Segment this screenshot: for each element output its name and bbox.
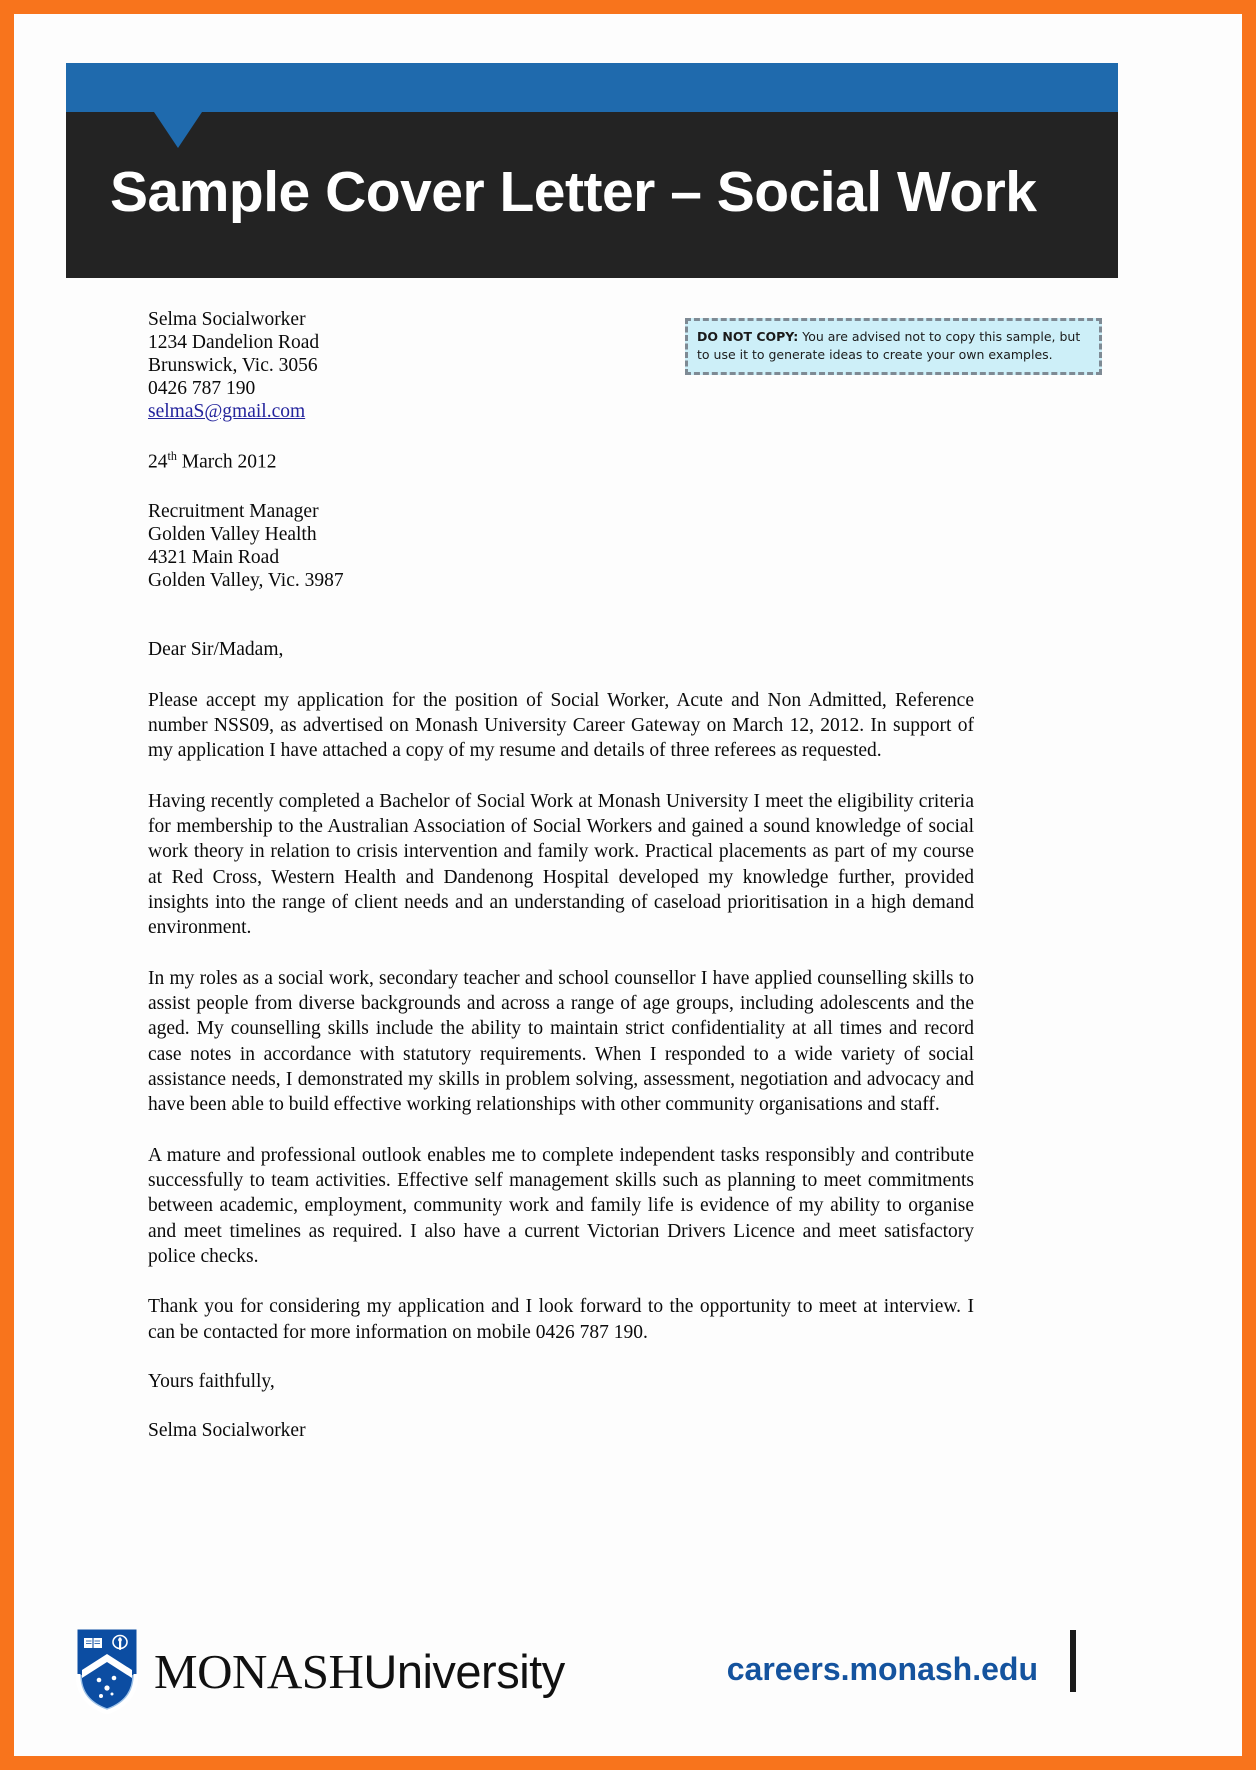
header-accent-bar: [66, 63, 1118, 112]
monash-wordmark-primary: MONASH: [154, 1643, 364, 1699]
sender-email-text: selmaS@gmail.com: [148, 401, 306, 422]
date-rest: March 2012: [176, 451, 277, 473]
header-notch-triangle: [154, 112, 202, 148]
recipient-address-block: [148, 500, 974, 592]
do-not-copy-label: DO NOT COPY:: [697, 329, 799, 344]
recipient-line-1: Recruitment Manager: [148, 500, 319, 522]
letter-signature: Selma Socialworker: [148, 1420, 306, 1442]
letter-salutation: Dear Sir/Madam,: [148, 638, 284, 660]
page-title: Sample Cover Letter – Social Work: [110, 160, 1037, 224]
page-content-area: [28, 28, 1228, 1742]
letter-paragraph: Please accept my application for the position of Social Worker, Acute and Non Admitted, Reference number NSS09, as advertised on Monash University Career Gateway on March 12, 2012. In support of my application I have attached a copy of my resume and details of three referees as requested.: [148, 689, 974, 762]
careers-url[interactable]: careers.monash.edu: [726, 1651, 1038, 1687]
monash-logo: [76, 1628, 565, 1714]
sender-address-block: [148, 308, 974, 423]
sender-suburb: Brunswick, Vic. 3056: [148, 355, 318, 376]
monash-shield-icon: [76, 1628, 138, 1714]
letter-date: [148, 449, 974, 474]
date-day: 24: [148, 451, 168, 473]
letter-paragraph: A mature and professional outlook enables me to complete independent tasks responsibly and contribute successfully to team activities. Effective self management skills such as planning to meet commitments between academic, employment, community work and family life is evidence of my ability to organise and meet timelines as required. I also have a current Victorian Drivers Licence and meet satisfactory police checks.: [148, 1144, 974, 1268]
page-footer: [28, 1604, 1228, 1714]
letter-body: [148, 308, 974, 1442]
letter-closing: Yours faithfully,: [148, 1371, 275, 1393]
recipient-line-2: Golden Valley Health: [148, 523, 317, 545]
sender-email-link[interactable]: [148, 400, 974, 423]
recipient-line-4: Golden Valley, Vic. 3987: [148, 569, 344, 591]
footer-accent-rule: [1070, 1630, 1076, 1692]
monash-wordmark: [154, 1643, 565, 1700]
recipient-line-3: 4321 Main Road: [148, 546, 280, 568]
do-not-copy-text: You are advised not to copy this sample, but to use it to generate ideas to create your own examples.: [697, 329, 1081, 363]
letter-spacer: [148, 618, 974, 638]
date-ordinal: th: [167, 449, 177, 463]
sender-phone: 0426 787 190: [148, 378, 256, 399]
letter-paragraph: Having recently completed a Bachelor of Social Work at Monash University I meet the eligibility criteria for membership to the Australian Association of Social Workers and gained a sound knowledge of social work theory in relation to crisis intervention and family work. Practical placements as part of my course at Red Cross, Western Health and Dandenong Hospital developed my knowledge further, provided insights into the range of client needs and an understanding of caseload prioritisation in a high demand environment.: [148, 790, 974, 939]
monash-wordmark-secondary: University: [363, 1644, 565, 1698]
sender-name: Selma Socialworker: [148, 309, 306, 330]
sender-street: 1234 Dandelion Road: [148, 332, 320, 353]
letter-paragraph: Thank you for considering my application and I look forward to the opportunity to meet at interview. I can be contacted for more information on mobile 0426 787 190.: [148, 1296, 974, 1343]
header-banner: [66, 63, 1118, 278]
letter-paragraph: In my roles as a social work, secondary teacher and school counsellor I have applied counselling skills to assist people from diverse backgrounds and across a range of age groups, including adolescents and the aged. My counselling skills include the ability to maintain strict confidentiality at all times and record case notes in accordance with statutory requirements. When I responded to a wide variety of social assistance needs, I demonstrated my skills in problem solving, assessment, negotiation and advocacy and have been able to build effective working relationships with other community organisations and staff.: [148, 967, 974, 1116]
